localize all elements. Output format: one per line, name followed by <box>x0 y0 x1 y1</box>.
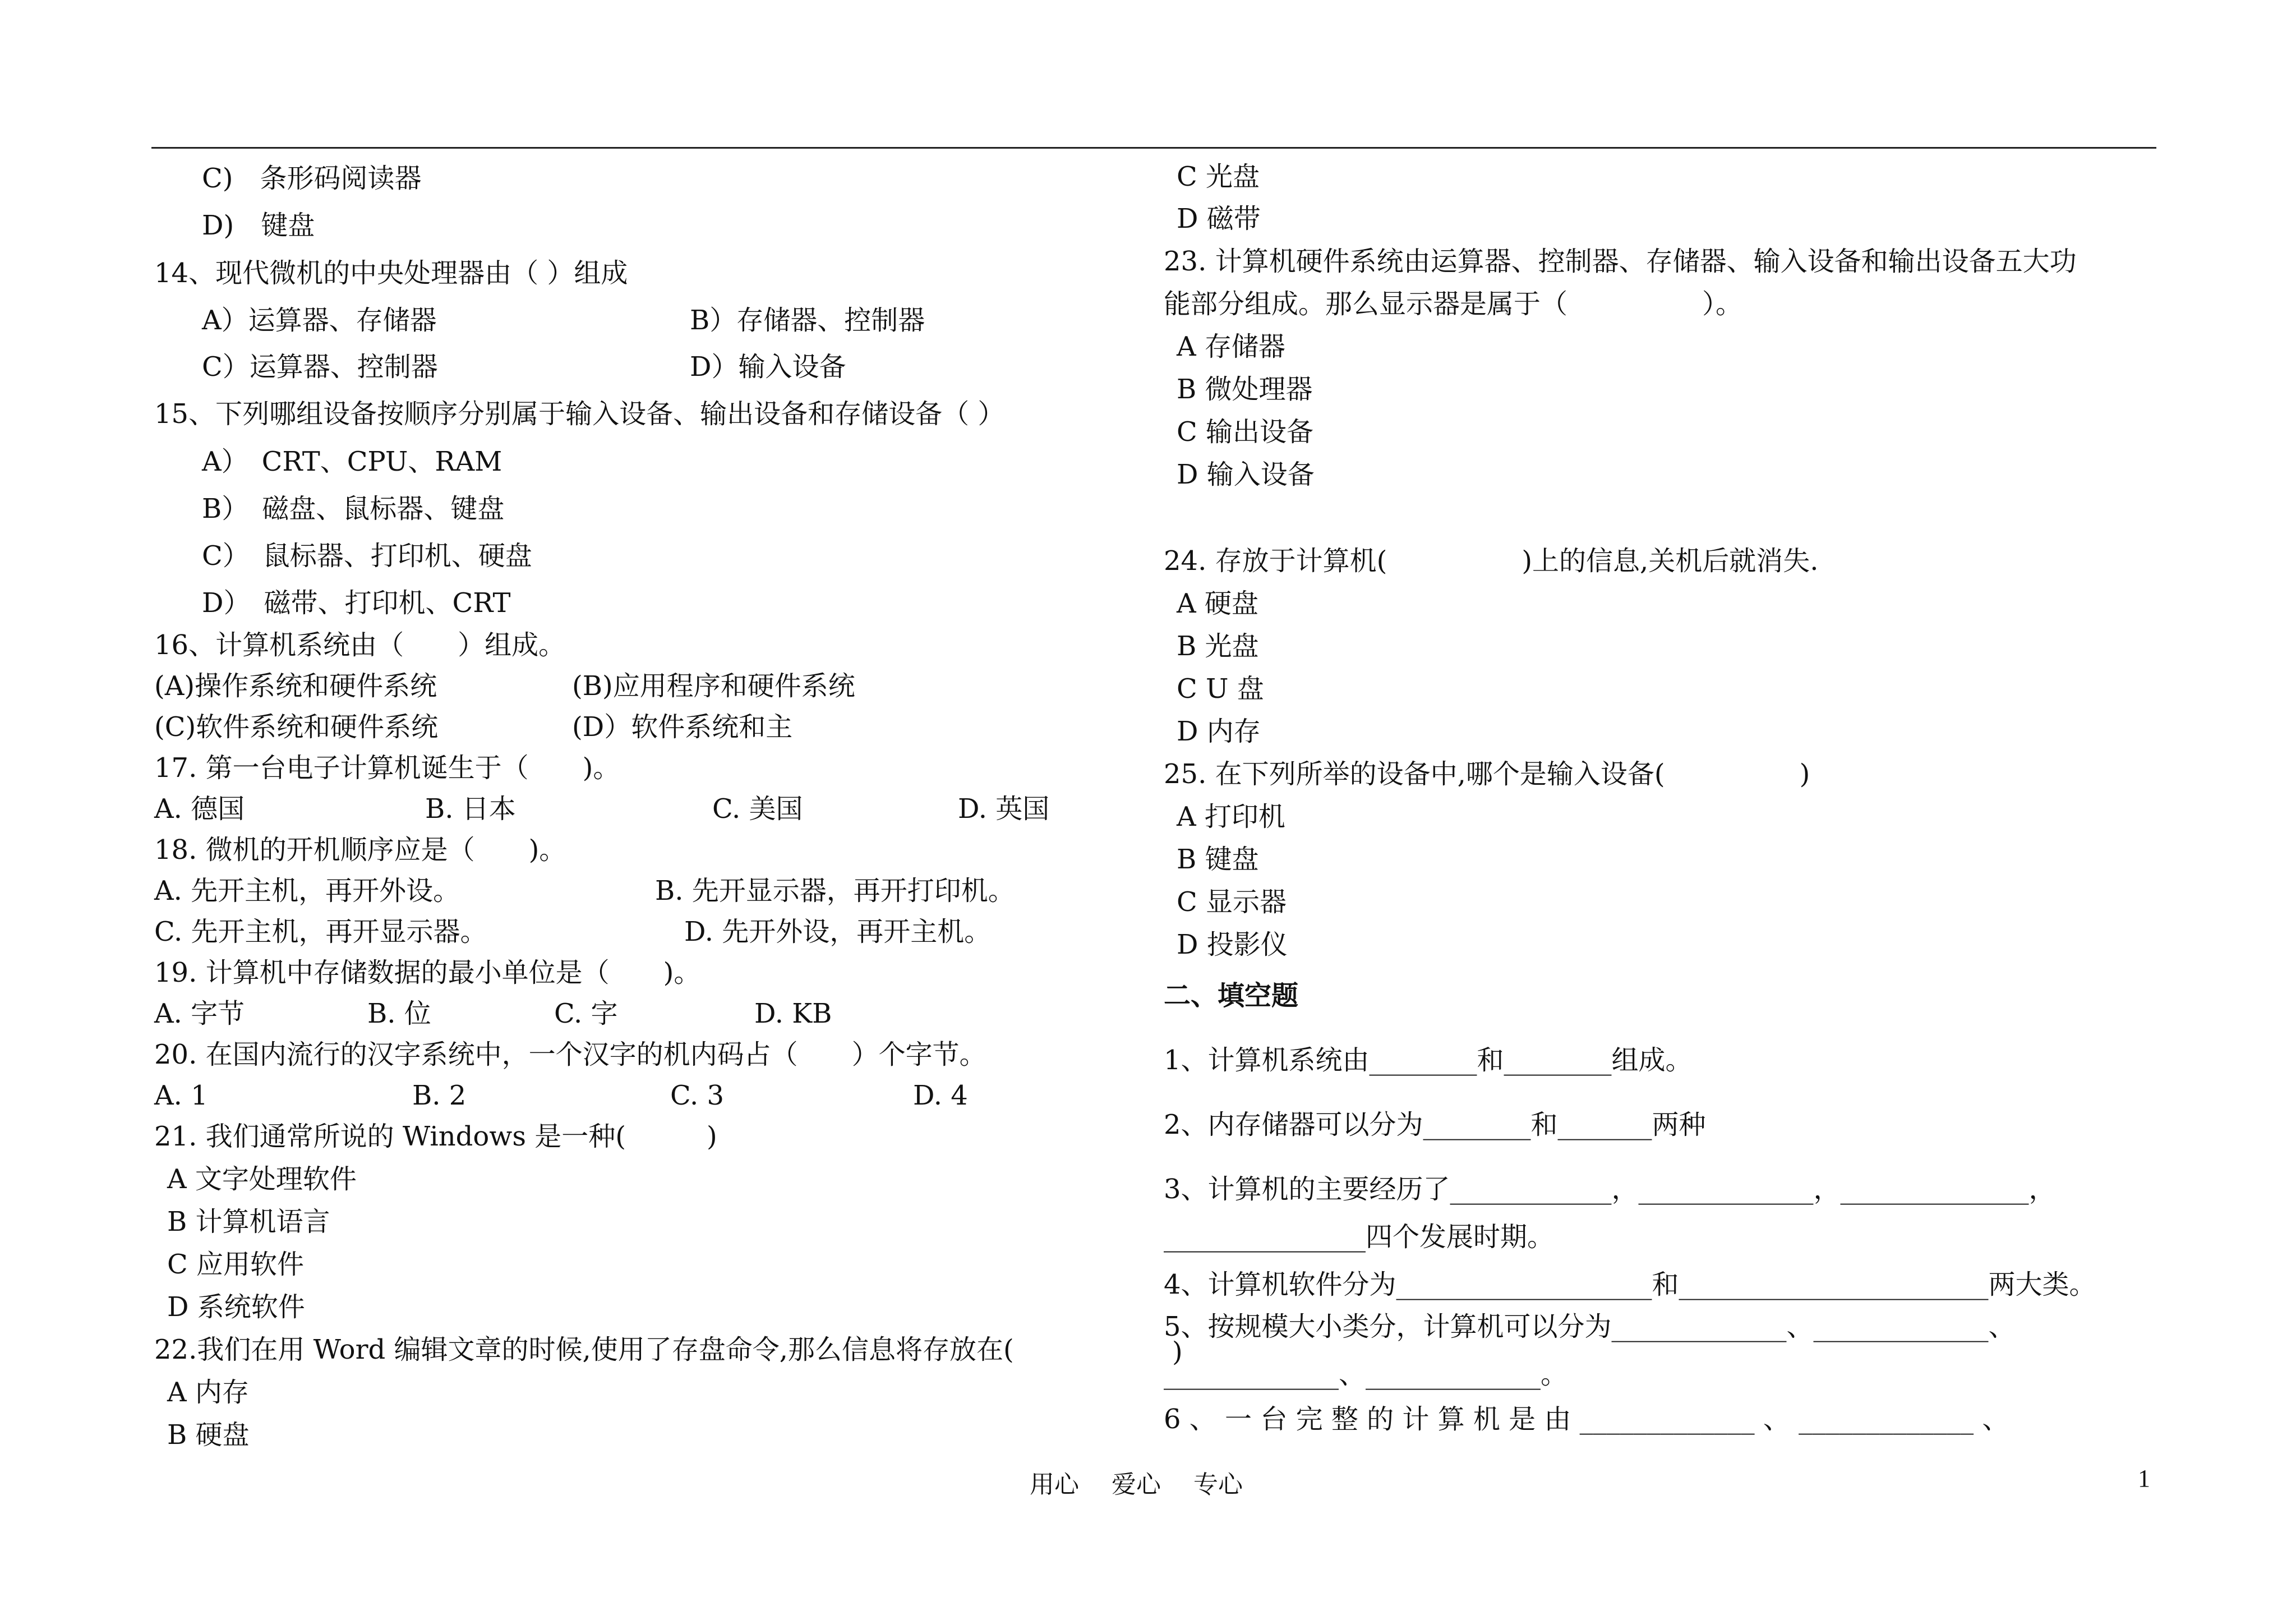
header-rule <box>151 147 2156 149</box>
text-line: B. 日本 <box>425 793 516 825</box>
page-footer: 用心 爱心 专心 <box>1030 1470 1243 1499</box>
text-line: B 计算机语言 <box>167 1206 330 1237</box>
text-line: 3、计算机的主要经历了____________，_____________，______________， <box>1164 1174 2056 1205</box>
text-line: B） 磁盘、鼠标器、键盘 <box>202 493 505 525</box>
text-line: _____________、_____________。 <box>1164 1359 1568 1390</box>
text-line: C）运算器、控制器 <box>202 351 438 383</box>
text-line: B 键盘 <box>1177 844 1259 875</box>
text-line: 5、按规模大小类分，计算机可以分为_____________、_____________、 <box>1164 1311 2016 1342</box>
text-line: 16、计算机系统由（ ）组成。 <box>154 629 566 661</box>
text-line: D 投影仪 <box>1177 929 1288 960</box>
text-line: D）输入设备 <box>690 351 846 383</box>
section-heading: 二、填空题 <box>1164 980 1299 1011</box>
text-line: A. 1 <box>154 1080 208 1111</box>
text-line: 20. 在国内流行的汉字系统中，一个汉字的机内码占（ ）个字节。 <box>154 1039 986 1070</box>
text-line: 15、下列哪组设备按顺序分别属于输入设备、输出设备和存储设备（ ） <box>154 398 1005 430</box>
text-line: B 硬盘 <box>167 1419 250 1451</box>
text-line: C) 条形码阅读器 <box>202 163 422 194</box>
text-line: ) <box>1172 1336 1183 1368</box>
text-line: A 打印机 <box>1177 801 1285 832</box>
text-line: B 光盘 <box>1177 631 1259 662</box>
text-line: 17. 第一台电子计算机诞生于（ )。 <box>154 752 620 784</box>
text-line: C U 盘 <box>1177 673 1264 705</box>
text-line: 能部分组成。那么显示器是属于（ ）。 <box>1164 288 1743 320</box>
text-line: D. 4 <box>913 1080 968 1111</box>
text-line: D） 磁带、打印机、CRT <box>202 587 511 619</box>
text-line: (A)操作系统和硬件系统 <box>154 670 437 702</box>
text-line: C. 先开主机，再开显示器。 <box>154 916 487 947</box>
text-line: D 磁带 <box>1177 203 1261 234</box>
text-line: 14、现代微机的中央处理器由（ ）组成 <box>154 257 628 289</box>
text-line: D) 键盘 <box>202 210 315 241</box>
text-line: C 输出设备 <box>1177 416 1313 448</box>
text-line: A 硬盘 <box>1177 588 1258 619</box>
text-line: C. 字 <box>554 998 618 1029</box>
text-line: A 存储器 <box>1177 331 1285 362</box>
text-line: A） CRT、CPU、RAM <box>202 446 502 477</box>
text-line: B）存储器、控制器 <box>690 305 925 336</box>
text-line: 19. 计算机中存储数据的最小单位是（ )。 <box>154 957 701 988</box>
text-line: C. 3 <box>670 1080 725 1111</box>
text-line: D. KB <box>754 998 832 1029</box>
text-line: A 文字处理软件 <box>167 1163 357 1195</box>
text-line: A）运算器、存储器 <box>202 305 437 336</box>
text-line: C 显示器 <box>1177 886 1287 918</box>
text-line: C 光盘 <box>1177 161 1260 192</box>
text-line: B. 位 <box>367 998 431 1029</box>
text-line: B. 先开显示器，再开打印机。 <box>655 875 1015 907</box>
text-line: 22.我们在用 Word 编辑文章的时候,使用了存盘命令,那么信息将存放在( <box>154 1334 1014 1365</box>
text-line: C） 鼠标器、打印机、硬盘 <box>202 540 532 572</box>
text-line: (B)应用程序和硬件系统 <box>572 670 855 702</box>
text-line: D 输入设备 <box>1177 459 1315 490</box>
text-line: 6 、 一 台 完 整 的 计 算 机 是 由 _____________ 、 _____________ 、 <box>1164 1404 2009 1435</box>
text-line: A 内存 <box>167 1377 249 1408</box>
text-line: A. 德国 <box>154 793 245 825</box>
text-line: (D）软件系统和主 <box>572 711 793 743</box>
text-line: 2、内存储器可以分为________和_______两种 <box>1164 1109 1706 1140</box>
text-line: D 系统软件 <box>167 1291 305 1323</box>
text-line: 4、计算机软件分为___________________和_______________________两大类。 <box>1164 1269 2096 1300</box>
text-line: 21. 我们通常所说的 Windows 是一种( ) <box>154 1121 717 1152</box>
text-line: A. 字节 <box>154 998 245 1029</box>
text-line: D 内存 <box>1177 716 1261 747</box>
text-line: B 微处理器 <box>1177 374 1313 405</box>
text-line: 24. 存放于计算机( )上的信息,关机后就消失. <box>1164 545 1819 577</box>
text-line: A. 先开主机，再开外设。 <box>154 875 460 907</box>
text-line: C. 美国 <box>712 793 803 825</box>
text-line: 25. 在下列所举的设备中,哪个是输入设备( ) <box>1164 758 1810 790</box>
page-number: 1 <box>2138 1465 2150 1492</box>
text-line: 18. 微机的开机顺序应是（ )。 <box>154 834 566 866</box>
text-line: B. 2 <box>412 1080 467 1111</box>
text-line: D. 先开外设，再开主机。 <box>684 916 992 947</box>
text-line: _______________四个发展时期。 <box>1164 1221 1555 1253</box>
text-line: 23. 计算机硬件系统由运算器、控制器、存储器、输入设备和输出设备五大功 <box>1164 246 2077 277</box>
text-line: C 应用软件 <box>167 1249 304 1280</box>
text-line: 1、计算机系统由________和________组成。 <box>1164 1045 1693 1076</box>
text-line: D. 英国 <box>958 793 1050 825</box>
text-line: (C)软件系统和硬件系统 <box>154 711 439 743</box>
